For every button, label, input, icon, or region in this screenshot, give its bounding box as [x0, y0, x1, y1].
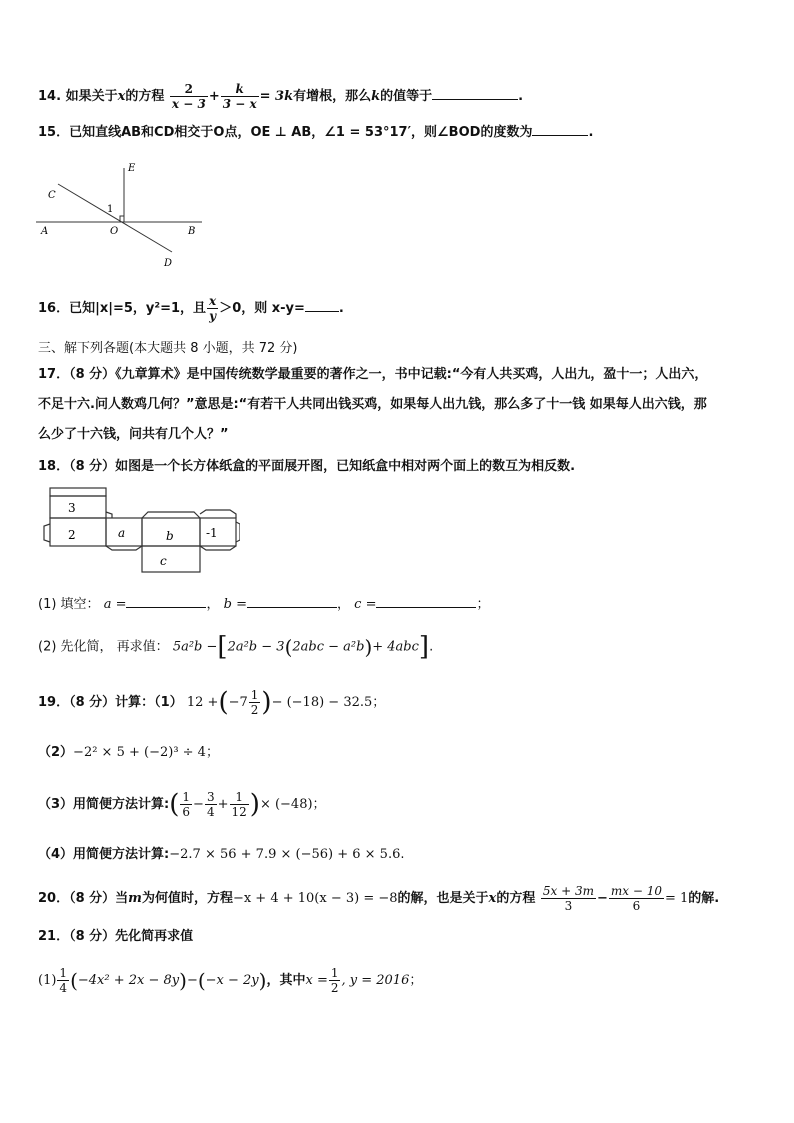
q19-p3-f3n: 1: [230, 790, 249, 805]
q20-f2n: mx − 10: [610, 884, 662, 898]
q14-var-x: x: [117, 89, 126, 104]
q14-text-pre: 如果关于: [65, 89, 118, 104]
q18-p1-end: ；: [476, 597, 490, 612]
question-16: [38, 294, 344, 323]
q19-p3-tail: × (−48): [259, 797, 313, 812]
q14-rhs: = 3k: [259, 89, 294, 104]
q19-p1-end: ；: [372, 695, 386, 710]
q19-p3-plus: +: [217, 797, 229, 812]
q19-p3-minus: −: [193, 797, 204, 812]
q17-line-2: 不足十六.问人数鸡几何？”意思是:“有若干人共同出钱买鸡，如果每人出九钱，那么多了十一钱 如果每人出六钱，那: [38, 397, 707, 412]
net-face-2: 2: [68, 528, 76, 542]
q14-f1-den: x − 3: [171, 97, 206, 111]
q19-part-4: [38, 846, 404, 864]
q18-p2-end: .: [429, 639, 434, 655]
q19-p3-f1d: 6: [182, 805, 191, 819]
q19-p4-end: .: [400, 847, 405, 862]
q19-p1-fraction: [249, 688, 261, 717]
q20-m: m: [128, 891, 142, 906]
label-o: O: [110, 226, 119, 237]
q20-f1: [541, 884, 596, 913]
label-b: B: [188, 226, 196, 237]
q15-text: 15．已知直线AB和CD相交于O点，OE ⊥ AB，∠1 = 53°17′，则∠BOD的度数为: [38, 125, 533, 140]
q20-mid: 为何值时，方程: [141, 891, 233, 906]
paren-close-21a: ): [179, 968, 187, 993]
q14-text-tail: 的值等于: [380, 89, 433, 104]
q14-f1-num: 2: [170, 82, 208, 97]
paren-close: ): [364, 635, 373, 659]
q19-p3-f2n: 3: [206, 790, 215, 804]
net-face-3: 3: [68, 501, 76, 515]
q15-end: .: [588, 125, 594, 140]
q19-p2-end: ；: [205, 745, 219, 760]
q21-expr1: −4x² + 2x − 8y: [77, 973, 180, 988]
q18-blank-c[interactable]: [376, 607, 476, 608]
q21-xeq: x =: [305, 973, 328, 988]
paren-close-19: ): [261, 687, 272, 718]
label-a: A: [41, 226, 49, 237]
label-c: C: [48, 190, 56, 201]
q19-fd: 2: [250, 703, 259, 717]
q18-p1-b: b =: [223, 597, 247, 612]
q18-sep-1: ，: [206, 597, 220, 612]
q18-sep-2: ，: [337, 597, 351, 612]
q16-f-num: x: [209, 294, 217, 308]
q19-p3-f2: [205, 790, 217, 819]
q19-p3-label: （3）用简便方法计算:: [38, 797, 170, 812]
label-1: 1: [107, 204, 114, 215]
q21-expr3: −x − 2y: [205, 973, 259, 988]
q18-p2-d: + 4abc: [372, 639, 419, 655]
question-20: [38, 884, 719, 913]
q21-text: 21．（8 分）先化简再求值: [38, 929, 194, 944]
paren-close-19-3: ): [249, 789, 260, 820]
q21-fd: 4: [59, 981, 68, 995]
q21-end: ；: [409, 973, 423, 988]
paren-open: (: [284, 635, 293, 659]
q14-text-mid: 的方程: [125, 89, 165, 104]
q18-p2-b: 2a²b − 3: [227, 639, 285, 655]
q19-part-1: [38, 688, 385, 717]
q19-part-2: [38, 744, 219, 762]
net-face-c: c: [160, 554, 167, 568]
q19-p2-expr: −2² × 5 + (−2)³ ÷ 4: [73, 745, 206, 760]
q16-text-post: ＞0，则 x-y=: [219, 301, 305, 316]
paren-open-21a: (: [70, 968, 78, 993]
q16-fraction: [207, 294, 218, 323]
q21-yeq: , y = 2016: [341, 973, 410, 988]
question-15: [38, 124, 593, 142]
net-face-neg1: -1: [206, 526, 218, 540]
q18-p2-label: (2) 先化简， 再求值：: [38, 639, 169, 655]
q18-part-2: [38, 632, 434, 662]
q14-f2-num: k: [221, 82, 259, 97]
q19-head: 19．（8 分）计算：（1）: [38, 695, 183, 710]
q14-number: 14.: [38, 89, 62, 104]
q15-figure: [36, 156, 216, 271]
net-face-a: a: [118, 526, 126, 540]
q21-part-1: [38, 966, 422, 995]
q20-pre: 20．（8 分）当: [38, 891, 129, 906]
label-d: D: [164, 258, 173, 269]
q20-post: 的解.: [688, 891, 720, 906]
q20-eq1: −x + 4 + 10(x − 3) = −8: [232, 891, 398, 906]
section-3-heading: 三、解下列各题(本大题共 8 小题，共 72 分): [38, 341, 298, 356]
q21-where: ，其中: [266, 973, 306, 988]
q19-fn: 1: [250, 688, 259, 702]
q16-end: .: [338, 301, 344, 316]
q19-p3-f1: [180, 790, 192, 819]
q20-mid2: 的解，也是关于: [397, 891, 489, 906]
q14-var-k: k: [371, 89, 381, 104]
q19-p3-f3: [230, 790, 249, 819]
q20-minus: −: [596, 891, 608, 906]
q20-rhs: = 1: [664, 891, 689, 906]
q18-part-1: [38, 596, 489, 614]
q18-p1-a: a =: [103, 597, 127, 612]
q18-text: 18．（8 分）如图是一个长方体纸盒的平面展开图，已知纸盒中相对两个面上的数互为相反数.: [38, 459, 576, 474]
q16-answer-blank[interactable]: [305, 311, 339, 312]
q14-plus: +: [208, 89, 220, 104]
line-cd: [58, 184, 172, 252]
q19-p4-expr: −2.7 × 56 + 7.9 × (−56) + 6 × 5.6: [169, 847, 401, 862]
q20-f2: [609, 884, 664, 913]
q18-p2-c: 2abc − a²b: [292, 639, 365, 655]
q21-p1-label: (1): [38, 973, 57, 988]
q21-xn: 1: [330, 966, 339, 980]
q20-f1n: 5x + 3m: [542, 884, 594, 898]
q17-line-1: 17．（8 分）《九章算术》是中国传统数学最重要的著作之一，书中记载:“今有人共买鸡，人出九，盈十一；人出六，: [38, 367, 708, 382]
q17-line-3: 么少了十六钱，问共有几个人？”: [38, 427, 229, 442]
q14-fraction-1: [170, 82, 208, 111]
q14-text-post: 有增根，那么: [293, 89, 372, 104]
q19-p4-label: （4）用简便方法计算:: [38, 847, 170, 862]
q20-x: x: [488, 891, 497, 906]
q21-expr2: −: [186, 973, 198, 988]
bracket-open: [: [217, 632, 228, 662]
q14-end: .: [518, 89, 524, 104]
q18-p2-a: 5a²b −: [172, 639, 218, 655]
q19-p3-end: ；: [312, 797, 326, 812]
q14-f2-den: 3 − x: [222, 97, 257, 111]
q20-mid3: 的方程: [496, 891, 536, 906]
paren-close-21b: ): [258, 968, 267, 993]
question-14: [38, 82, 523, 111]
q21-fn: 1: [59, 966, 68, 980]
q18-blank-b[interactable]: [247, 607, 337, 608]
label-e: E: [128, 163, 136, 174]
q21-x-frac: [329, 966, 341, 995]
q19-p1-c: − (−18) − 32.5: [271, 695, 373, 710]
q14-answer-blank[interactable]: [432, 99, 518, 100]
q19-part-3: [38, 790, 326, 819]
q18-blank-a[interactable]: [126, 607, 206, 608]
q19-p3-f2d: 4: [206, 805, 215, 819]
q18-p1-c: c =: [354, 597, 377, 612]
q15-answer-blank[interactable]: [532, 135, 588, 136]
q20-f2d: 6: [632, 899, 641, 913]
q18-net-figure: [40, 484, 240, 576]
q19-p3-f3d: 12: [231, 805, 247, 819]
paren-open-19: (: [218, 687, 229, 718]
q19-p2-label: （2）: [38, 745, 74, 760]
bracket-close: ]: [418, 632, 430, 662]
paren-open-21b: (: [197, 968, 206, 993]
q19-p1-b: −7: [228, 695, 248, 710]
q18-p1-label: (1) 填空：: [38, 597, 100, 612]
net-face-b: b: [166, 529, 174, 543]
q21-frac-quarter: [57, 966, 69, 995]
q14-fraction-2: [221, 82, 259, 111]
paren-open-19-3: (: [169, 789, 180, 820]
q16-text-pre: 16．已知|x|=5，y²=1，且: [38, 301, 207, 316]
q16-f-den: y: [209, 309, 217, 323]
q19-p1-a: 12 +: [186, 695, 219, 710]
q19-p3-f1n: 1: [182, 790, 191, 804]
q21-xd: 2: [330, 981, 339, 995]
q20-f1d: 3: [564, 899, 573, 913]
